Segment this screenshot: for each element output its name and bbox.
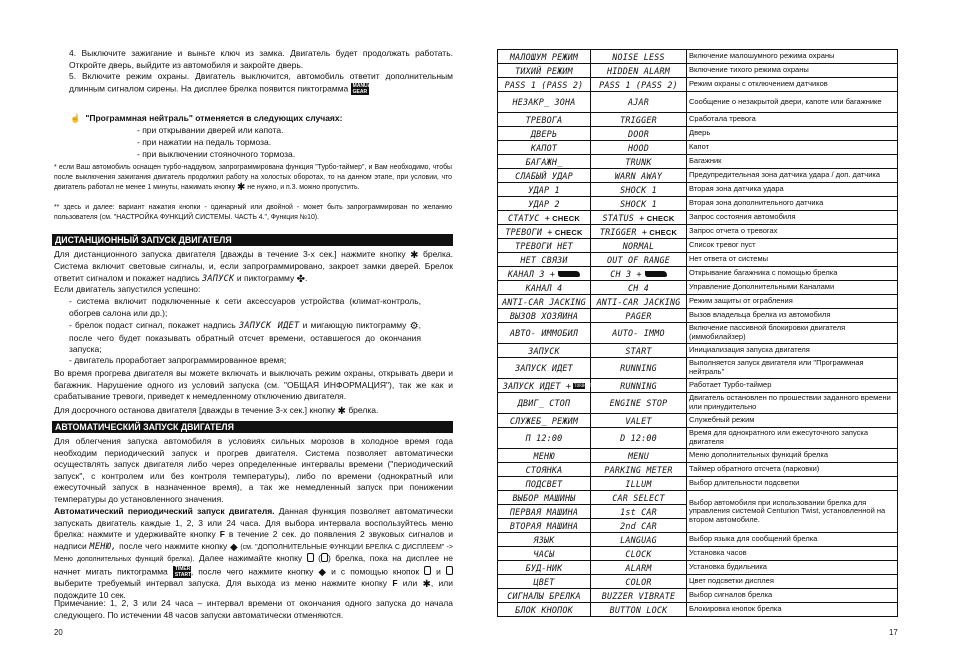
table-cell-description: Нет ответа от системы (687, 253, 898, 267)
table-cell-display-ru: ЗАПУСК ИДЕТ (498, 358, 591, 379)
table-cell-display-en: MENU (591, 449, 687, 463)
table-row (498, 477, 898, 491)
table-cell-display-ru: ЗАПУСК ИДЕТ + TURBO TIMER (498, 379, 591, 393)
auto-start-para-1: Для облегчения запуска автомобиля в условиях сильных морозов в холодное время года необходим периодический запуск и прогрев двигателя. Система позволяет автоматически осуществлять запуск двигателя либо через определенные интервалы времени ("периодический запуск", с контролем или без контроля температуры), либо по времени (однократный или ежесуточный запуск в назначенное время), а так же немедленный запуск при понижении температуры до установленного значения. (54, 436, 453, 504)
auto-start-para-2: Автоматический периодический запуск двигателя. Данная функция позволяет автоматически запускать двигатель каждые 1, 2, 3 или 24 часа. Для выбора интервала воспользуйтесь меню брелка: нажмите и удерживайте кнопку F в течение 2 сек. до появления 2 звуковых сигналов и надписи МЕНЮ, после чего нажмите кнопку ◆ (см. "ДОПОЛНИТЕЛЬНЫЕ ФУНКЦИИ БРЕЛКА С ДИСПЛЕЕМ" -> Меню дополнительных функций брелка). Далее нажимайте кнопку ( ) брелка, пока на дисплее не начнет мигать пиктограмма TIMER START, после чего нажмите кнопку ◆ и с помощью кнопок и выберите требуемый интервал запуска. Для выхода из меню нажмите кнопку F или ✱, или подождите 10 сек. (54, 506, 453, 601)
table-cell-description: Выполняется запуск двигателя или "Программная нейтраль" (687, 358, 898, 379)
table-cell-display-ru: ЗАПУСК (498, 344, 591, 358)
para-text: , или подождите 10 сек. (54, 578, 453, 601)
section-title-remote-start: ДИСТАНЦИОННЫЙ ЗАПУСК ДВИГАТЕЛЯ (52, 234, 453, 246)
footnote-1-end: не нужно, и п.3. можно пропустить. (247, 184, 360, 191)
asterisk-button-icon: ✱ (410, 250, 419, 261)
table-cell-display-ru: П 12:00 (498, 428, 591, 449)
table-cell-description: Включение пассивной блокировки двигателя (иммобилайзер) (687, 323, 898, 344)
f-button-label: F (219, 529, 225, 540)
table-cell-display-ru: СТАТУС + CHECK (498, 211, 591, 225)
table-cell-display-en: STATUS + CHECK (591, 211, 687, 225)
remote-start-para-1: Для дистанционного запуска двигателя [дважды в течение 3-х сек.] нажмите кнопку ✱ брелка. Система включит световые сигналы, и, если запрограммировано, закроет замки дверей. Брелок ответит сигналом и покажет надпись ЗАПУСК и пиктограмму ✤. (54, 249, 453, 285)
table-cell-description: Выбор автомобиля при использовании брелка для управления системой Centurion Twist, установленной на втором автомобиле. (687, 491, 898, 533)
hand-icon: ☝ (70, 113, 81, 123)
remote-start-bullet-2 (69, 320, 421, 356)
asterisk-button-icon: ✱ (422, 579, 431, 591)
table-cell-display-ru: СТОЯНКА (498, 463, 591, 477)
neutral-item: - при выключении стояночного тормоза. (137, 149, 296, 159)
table-cell-display-en: 2nd CAR (591, 519, 687, 533)
table-cell-display-en: START (591, 344, 687, 358)
table-cell-display-en: CH 3 + (591, 267, 687, 281)
lock-icon (424, 566, 431, 575)
table-row (498, 225, 898, 239)
table-cell-description: Режим охраны с отключением датчиков (687, 78, 898, 92)
table-cell-display-ru: МАЛОШУМ РЕЖИМ (498, 50, 591, 64)
table-cell-display-en: HOOD (591, 141, 687, 155)
key-remote-icon (558, 271, 580, 277)
page-number-left: 20 (54, 628, 63, 637)
table-row (498, 575, 898, 589)
footnote-1 (54, 163, 452, 193)
table-cell-display-ru: ТРЕВОГА (498, 113, 591, 127)
para-text: и пиктограмму (236, 272, 295, 283)
table-row (498, 64, 898, 78)
table-cell-display-en: D 12:00 (591, 428, 687, 449)
table-cell-description: Блокировка кнопок брелка (687, 603, 898, 617)
table-cell-description: Режим защиты от ограбления (687, 295, 898, 309)
table-cell-display-en: PARKING METER (591, 463, 687, 477)
check-label: CHECK (552, 227, 583, 237)
para-bold: Автоматический периодический запуск двигателя. (54, 506, 275, 516)
bullet-text: - брелок подаст сигнал, покажет надпись (69, 320, 236, 330)
engine-icon: ⚙ (409, 321, 419, 332)
table-cell-description: Запрос отчета о тревогах (687, 225, 898, 239)
table-cell-display-en: TRUNK (591, 155, 687, 169)
table-cell-display-en: BUZZER VIBRATE (591, 589, 687, 603)
table-row (498, 127, 898, 141)
step-5 (69, 71, 453, 95)
table-cell-display-ru: ДВИГ_ СТОП (498, 393, 591, 414)
para-text: брелка, пока на дисплее не начнет мигать пиктограмма (54, 553, 453, 577)
table-cell-display-en: OUT OF RANGE (591, 253, 687, 267)
table-cell-description: Управление Дополнительными Каналами (687, 281, 898, 295)
table-cell-description: Предупредительная зона датчика удара / доп. датчика (687, 169, 898, 183)
table-row (498, 533, 898, 547)
table-cell-display-en: LANGUAG (591, 533, 687, 547)
table-cell-display-en: PASS 1 (PASS 2) (591, 78, 687, 92)
table-cell-display-ru: АВТО- ИММОБИЛ (498, 323, 591, 344)
footnote-2: ** здесь и далее: вариант нажатия кнопки - одинарный или двойной - может быть запрограммирован по желанию пользователя (см. "НАСТРОЙКА ФУНКЦИЙ СИСТЕМЫ. ЧАСТЬ 4.", Функция №10). (54, 204, 452, 221)
start-label: ЗАПУСК (201, 273, 235, 284)
table-row (498, 253, 898, 267)
para-text: Далее нажимайте кнопку (198, 553, 303, 564)
table-cell-description: Двигатель остановлен по прошествии заданного времени или принудительно (687, 393, 898, 414)
table-cell-display-en: ALARM (591, 561, 687, 575)
table-cell-display-ru: БУД-НИК (498, 561, 591, 575)
lock-icon (307, 553, 314, 562)
bullet-text: , после чего будет показывать обратный отсчет времени, оставшегося до окончания запуска; (69, 320, 421, 355)
table-row (498, 393, 898, 414)
table-cell-display-ru: СЛАБЫЙ УДАР (498, 169, 591, 183)
table-cell-description: Выбор языка для сообщений брелка (687, 533, 898, 547)
turbo-timer-icon: TURBO TIMER (574, 383, 603, 388)
para-text: , после чего нажмите кнопку (190, 566, 314, 577)
neutral-item: - при открывании дверей или капота. (137, 125, 284, 135)
table-row (498, 603, 898, 617)
para-text: Для дистанционного запуска двигателя [дважды в течение 3-х сек.] нажмите кнопку (54, 249, 406, 259)
table-cell-description: Установка часов (687, 547, 898, 561)
para-text: в течение 2 сек. до появления 2 звуковых сигналов и надписи (54, 529, 453, 551)
table-cell-display-en: DOOR (591, 127, 687, 141)
table-cell-display-en: TRIGGER + CHECK (591, 225, 687, 239)
trunk-button-icon: ◆ (229, 541, 238, 553)
menu-label: МЕНЮ, (89, 541, 117, 552)
key-remote-icon (645, 271, 667, 277)
table-cell-description: Работает Турбо-таймер (687, 379, 898, 393)
table-row (498, 309, 898, 323)
table-cell-display-en: RUNNING (591, 379, 687, 393)
neutral-title-text: "Программная нейтраль" отменяется в следующих случаях: (85, 113, 343, 123)
para-text: и с помощью кнопок (331, 566, 420, 577)
para-text: после чего нажмите кнопку (119, 540, 228, 551)
table-cell-description: Капот (687, 141, 898, 155)
step-4: 4. Выключите зажигание и выньте ключ из замка. Двигатель будет продолжать работать. Откройте дверь, выйдите из автомобиля и закройте дверь. (69, 48, 453, 70)
table-cell-description: Включение тихого режима охраны (687, 64, 898, 78)
step-5-text: 5. Включите режим охраны. Двигатель выключится, автомобиль ответит дополнительным длинным сигналом сирены. На дисплее брелка появится пиктограмма (69, 71, 453, 93)
table-cell-display-ru: СИГНАЛЫ БРЕЛКА (498, 589, 591, 603)
remote-start-para-4 (54, 405, 453, 417)
table-cell-display-ru: ANTI-CAR JACKING (498, 295, 591, 309)
table-row (498, 281, 898, 295)
table-cell-display-ru: УДАР 2 (498, 197, 591, 211)
para-note: (см. "ДОПОЛНИТЕЛЬНЫЕ ФУНКЦИИ БРЕЛКА С ДИСПЛЕЕМ" -> Меню дополнительных функций брелка). (54, 543, 453, 564)
table-cell-display-ru: КАНАЛ 3 + (498, 267, 591, 281)
table-row (498, 113, 898, 127)
table-cell-display-ru: ПОДСВЕТ (498, 477, 591, 491)
table-row (498, 547, 898, 561)
table-row (498, 449, 898, 463)
table-cell-display-en: WARN AWAY (591, 169, 687, 183)
table-row (498, 428, 898, 449)
table-row (498, 379, 898, 393)
table-row (498, 155, 898, 169)
table-cell-display-ru: БЛОК КНОПОК (498, 603, 591, 617)
neutral-title (70, 113, 454, 125)
asterisk-button-icon: ✱ (337, 406, 346, 417)
table-cell-display-ru: ЧАСЫ (498, 547, 591, 561)
footnote-1-text: * если Ваш автомобиль оснащен турбо-наддувом, запрограммирована функция "Турбо-таймер", и Вам необходимо, чтобы после выключения зажигания двигатель продолжил работу на холостых оборотах, то на данном этапе, при условии, что двигатель работал не менее 1 минуты, нажимать кнопку (54, 164, 452, 191)
table-row (498, 295, 898, 309)
table-cell-description: Вызов владельца брелка из автомобиля (687, 309, 898, 323)
table-cell-display-en: NOISE LESS (591, 50, 687, 64)
table-cell-display-ru: КАПОТ (498, 141, 591, 155)
table-cell-display-en: CLOCK (591, 547, 687, 561)
table-cell-display-ru: МЕНЮ (498, 449, 591, 463)
table-cell-display-ru: БАГАЖН_ (498, 155, 591, 169)
table-cell-description: Время для однократного или ежесуточного запуска двигателя (687, 428, 898, 449)
unlock-icon (446, 566, 453, 575)
remote-start-bullet-1: - система включит подключенные к сети аксессуаров устройства (климат-контроль, обогрев салона или др.); (69, 296, 421, 318)
table-cell-display-en: COLOR (591, 575, 687, 589)
table-cell-display-en: ENGINE STOP (591, 393, 687, 414)
table-cell-display-en: PAGER (591, 309, 687, 323)
table-cell-description: Список тревог пуст (687, 239, 898, 253)
table-cell-display-en: HIDDEN ALARM (591, 64, 687, 78)
para-text: и (436, 566, 441, 577)
trunk-button-icon: ◆ (318, 567, 327, 579)
table-cell-description: Открывание багажника с помощью брелка (687, 267, 898, 281)
f-button-label: F (392, 578, 398, 589)
table-cell-display-ru: ЯЗЫК (498, 533, 591, 547)
table-cell-description: Выбор длительности подсветки (687, 477, 898, 491)
table-cell-display-en: 1st CAR (591, 505, 687, 519)
table-cell-description: Дверь (687, 127, 898, 141)
table-cell-display-en: AUTO- IMMO (591, 323, 687, 344)
auto-start-note: Примечание: 1, 2, 3 или 24 часа – интервал времени от окончания одного запуска до начала следующего. По истечении 48 часов запуски автоматически отменяются. (54, 598, 453, 620)
table-cell-description: Сработала тревога (687, 113, 898, 127)
para-text: или (402, 578, 418, 589)
table-cell-description: Запрос состояния автомобиля (687, 211, 898, 225)
table-row (498, 323, 898, 344)
table-cell-display-ru: ТРЕВОГИ + CHECK (498, 225, 591, 239)
table-cell-display-ru: СЛУЖЕБ_ РЕЖИМ (498, 414, 591, 428)
table-row (498, 183, 898, 197)
para-text: брелка. Система включит световые сигналы, и, если запрограммировано, закроет замки дверей. Брелок ответит сигналом и покажет надпись (54, 249, 453, 283)
table-cell-display-ru: НЕТ СВЯЗИ (498, 253, 591, 267)
fan-icon: ✤ (296, 273, 305, 285)
unlock-icon (321, 553, 328, 562)
table-cell-display-ru: ПЕРВАЯ МАШИНА (498, 505, 591, 519)
table-cell-description: Таймер обратного отсчета (парковки) (687, 463, 898, 477)
check-label: CHECK (647, 227, 678, 237)
table-cell-display-en: BUTTON LOCK (591, 603, 687, 617)
table-cell-display-en: SHOCK 1 (591, 197, 687, 211)
para-text: брелка. (348, 405, 379, 415)
table-cell-display-ru: КАНАЛ 4 (498, 281, 591, 295)
table-cell-display-en: VALET (591, 414, 687, 428)
table-cell-description: Сообщение о незакрытой двери, капоте или багажнике (687, 92, 898, 113)
table-cell-description: Включение малошумного режима охраны (687, 50, 898, 64)
table-row (498, 414, 898, 428)
table-cell-description: Цвет подсветки дисплея (687, 575, 898, 589)
table-cell-display-ru: ВЫБОР МАШИНЫ (498, 491, 591, 505)
bullet-text: и мигающую пиктограмму (302, 320, 407, 330)
section-title-auto-start: АВТОМАТИЧЕСКИЙ ЗАПУСК ДВИГАТЕЛЯ (52, 421, 453, 433)
table-cell-display-en: CAR SELECT (591, 491, 687, 505)
table-row (498, 491, 898, 505)
table-cell-description: Меню дополнительных функций брелка (687, 449, 898, 463)
table-cell-display-en: ILLUM (591, 477, 687, 491)
table-row (498, 197, 898, 211)
table-row (498, 239, 898, 253)
remote-start-bullet-3: - двигатель проработает запрограммированное время; (69, 355, 287, 365)
remote-start-para-2: Если двигатель запустился успешно: (54, 284, 201, 294)
table-cell-description: Вторая зона дополнительного датчика (687, 197, 898, 211)
table-cell-display-en: NORMAL (591, 239, 687, 253)
table-row (498, 561, 898, 575)
table-cell-description: Вторая зона датчика удара (687, 183, 898, 197)
table-cell-display-ru: НЕЗАКР_ ЗОНА (498, 92, 591, 113)
table-row (498, 358, 898, 379)
table-cell-display-ru: ТРЕВОГИ НЕТ (498, 239, 591, 253)
table-cell-description: Выбор сигналов брелка (687, 589, 898, 603)
table-row (498, 169, 898, 183)
table-cell-description: Служебный режим (687, 414, 898, 428)
table-cell-description: Багажник (687, 155, 898, 169)
page-number-right: 17 (889, 628, 898, 637)
table-cell-display-en: RUNNING (591, 358, 687, 379)
table-row (498, 141, 898, 155)
para-text: Данная функция позволяет автоматически запускать двигатель каждые 1, 2, 3 или 24 часа. Для выбора интервала воспользуйтесь меню брелка: нажмите и удерживайте кнопку (54, 506, 453, 540)
table-cell-display-en: AJAR (591, 92, 687, 113)
table-cell-display-en: SHOCK 1 (591, 183, 687, 197)
neutral-item: - при нажатии на педаль тормоза. (137, 137, 272, 147)
table-row (498, 50, 898, 64)
running-label: ЗАПУСК ИДЕТ (238, 321, 300, 331)
asterisk-button-icon: ✱ (236, 182, 246, 193)
table-cell-display-ru: ЦВЕТ (498, 575, 591, 589)
message-table-body (498, 50, 898, 617)
manual-gear-icon: MANUAL GEAR (352, 82, 375, 95)
para-text: выберите требуемый интервал запуска. Для выхода из меню нажмите кнопку (54, 578, 388, 589)
remote-start-para-3: Во время прогрева двигателя вы можете включать и выключать режим охраны, открывать двери и багажник. Нарушение одного из условий запуска (см. "ОБЩАЯ ИНФОРМАЦИЯ"), так же как и срабатывание тревоги, приведет к немедленному отключению двигателя. (54, 368, 453, 402)
table-cell-display-ru: ТИХИЙ РЕЖИМ (498, 64, 591, 78)
message-table (497, 49, 898, 617)
table-cell-description: Инициализация запуска двигателя (687, 344, 898, 358)
table-cell-display-ru: ВТОРАЯ МАШИНА (498, 519, 591, 533)
table-cell-display-ru: PASS 1 (PASS 2) (498, 78, 591, 92)
table-row (498, 463, 898, 477)
table-cell-display-en: CH 4 (591, 281, 687, 295)
table-cell-description: Установка будильника (687, 561, 898, 575)
table-row (498, 589, 898, 603)
table-cell-display-ru: УДАР 1 (498, 183, 591, 197)
table-cell-display-en: TRIGGER (591, 113, 687, 127)
para-text: Для досрочного останова двигателя [дважды в течение 3-х сек.] кнопку (54, 405, 336, 415)
check-label: CHECK (549, 213, 580, 223)
table-row (498, 267, 898, 281)
table-cell-display-ru: ДВЕРЬ (498, 127, 591, 141)
timer-start-icon: TIMER START (174, 565, 192, 578)
table-row (498, 78, 898, 92)
check-label: CHECK (644, 213, 675, 223)
table-cell-display-en: ANTI-CAR JACKING (591, 295, 687, 309)
table-cell-display-ru: ВЫЗОВ ХОЗЯИНА (498, 309, 591, 323)
table-row (498, 344, 898, 358)
table-row (498, 92, 898, 113)
table-row (498, 211, 898, 225)
